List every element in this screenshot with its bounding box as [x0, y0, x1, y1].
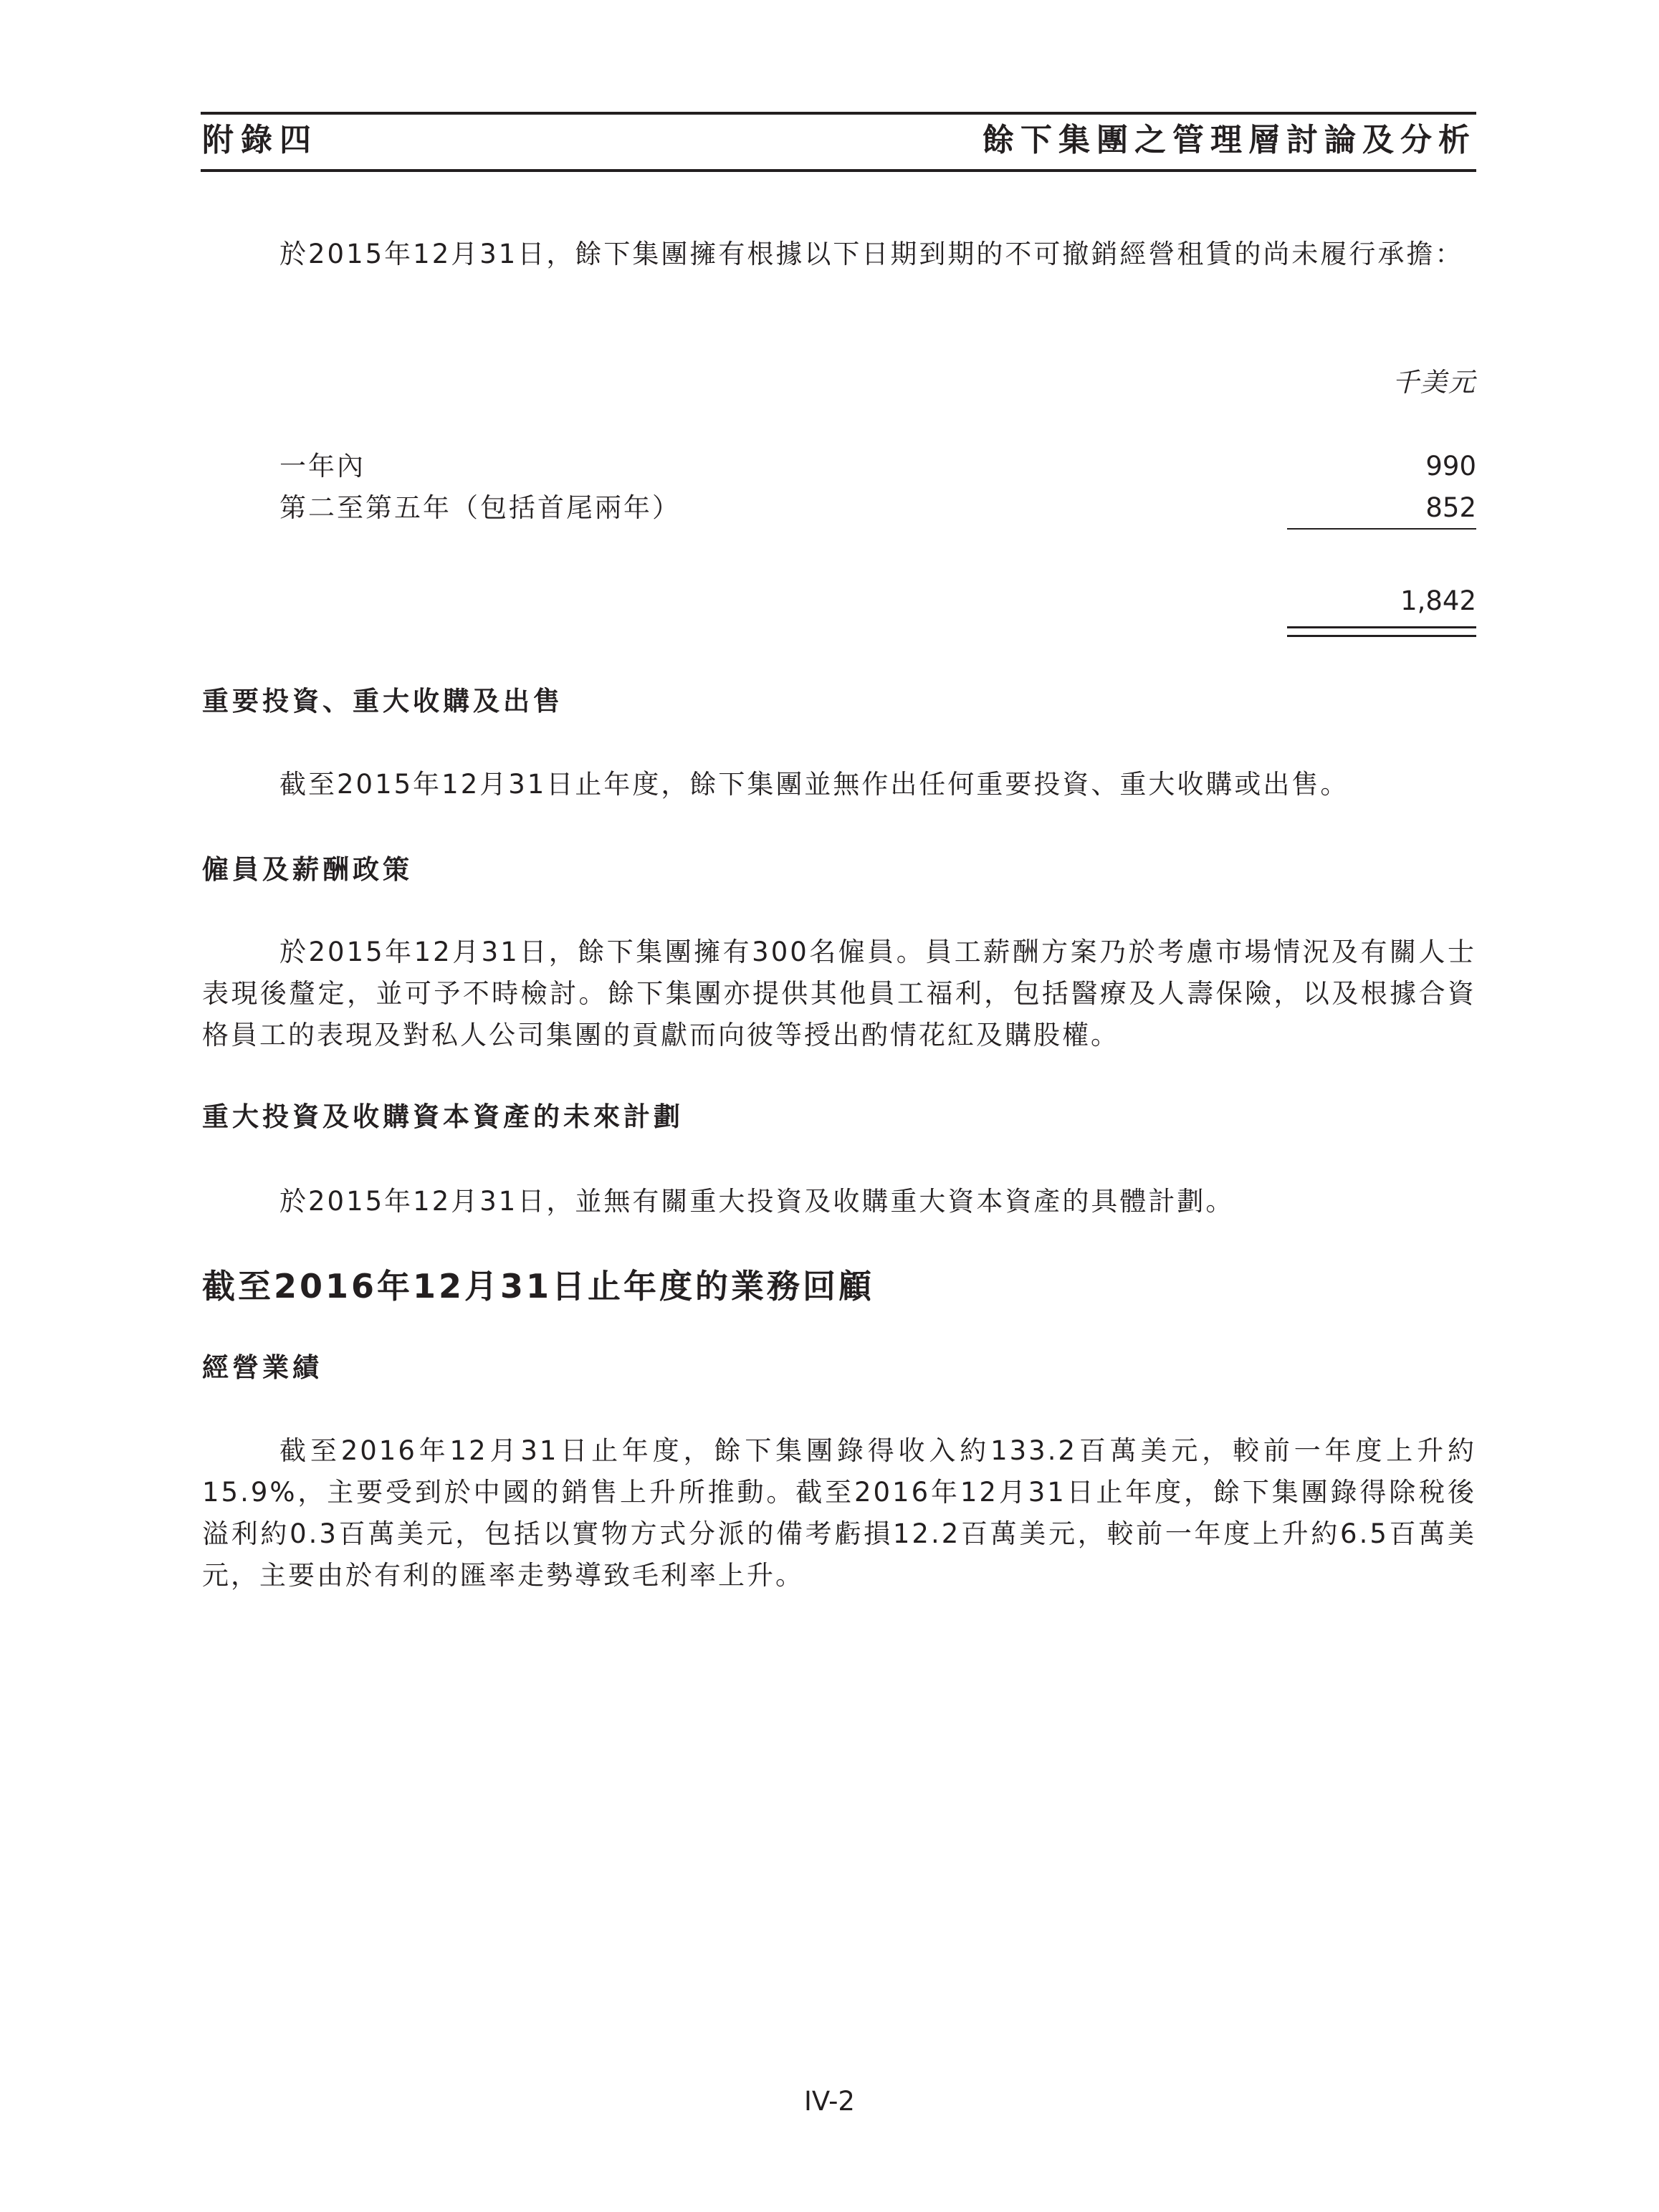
header-rule-bottom — [201, 169, 1476, 172]
table-total-value: 1,842 — [1400, 585, 1476, 616]
page-number: IV-2 — [804, 2086, 855, 2117]
table-row-value: 852 — [1425, 492, 1476, 523]
subtotal-rule — [1287, 528, 1476, 530]
table-row-label: 第二至第五年（包括首尾兩年） — [279, 492, 681, 523]
intro-paragraph: 於2015年12月31日，餘下集團擁有根據以下日期到期的不可撤銷經營租賃的尚未履行承擔： — [279, 239, 1464, 269]
table-row-value: 990 — [1425, 451, 1476, 482]
section-body-investments: 截至2015年12月31日止年度，餘下集團並無作出任何重要投資、重大收購或出售。 — [279, 769, 1349, 800]
operating-results-heading: 經營業績 — [202, 1352, 322, 1383]
total-double-rule-top — [1287, 626, 1476, 628]
section-body-employees: 於2015年12月31日，餘下集團擁有300名僱員。員工薪酬方案乃於考慮市場情況及有關人士表現後釐定，並可予不時檢討。餘下集團亦提供其他員工福利，包括醫療及人壽保險，以及根據合資格員工的表現及對私人公司集團的貢獻而向彼等授出酌情花紅及購股權。 — [202, 937, 1476, 1050]
total-double-rule-bottom — [1287, 635, 1476, 637]
table-unit-label: 千美元 — [1392, 367, 1476, 398]
section-heading-employees: 僱員及薪酬政策 — [202, 854, 413, 885]
table-row-label: 一年內 — [279, 451, 365, 482]
section-heading-future-plans: 重大投資及收購資本資產的未來計劃 — [202, 1101, 684, 1132]
header-rule-top — [201, 112, 1476, 115]
operating-results-body: 截至2016年12月31日止年度，餘下集團錄得收入約133.2百萬美元，較前一年度上升約15.9%，主要受到於中國的銷售上升所推動。截至2016年12月31日止年度，餘下集團錄得除稅後溢利約0.3百萬美元，包括以實物方式分派的備考虧損12.2百萬美元，較前一年度上升約6.5百萬美元，主要由於有利的匯率走勢導致毛利率上升。 — [202, 1435, 1476, 1591]
chapter-title: 餘下集團之管理層討論及分析 — [983, 122, 1476, 158]
business-review-title: 截至2016年12月31日止年度的業務回顧 — [202, 1267, 875, 1306]
section-body-future-plans: 於2015年12月31日，並無有關重大投資及收購重大資本資產的具體計劃。 — [279, 1186, 1235, 1217]
section-heading-investments: 重要投資、重大收購及出售 — [202, 686, 563, 717]
appendix-label: 附錄四 — [202, 122, 318, 158]
